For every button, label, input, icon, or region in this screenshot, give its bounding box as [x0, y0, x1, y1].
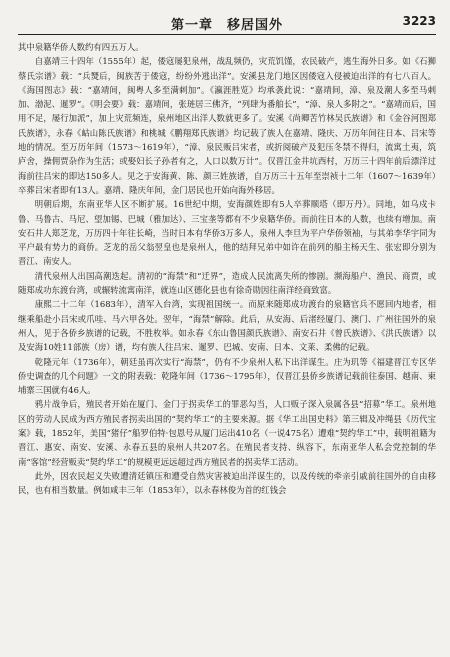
paragraph: 乾隆元年（1736年），朝廷虽再次实行“海禁”，仍有不少泉州人私下出洋谋生。庄为玑等《福建晋江专区华侨史调查的几个问题》一文的附表载：乾隆年间（1736～1795年），仅晋江县侨乡族谱记载前往泰国、越南、柬埔寨三国就有46人。 — [18, 356, 436, 396]
page-number: 3223 — [402, 14, 436, 28]
chapter-title: 第一章 移居国外 — [170, 18, 283, 33]
paragraph: 此外，因农民起义失败遭清廷镇压和遭受自然灾害被迫出洋谋生的，以及传统的牵亲引戚前往国外的自由移民，也有相当数量。例如咸丰三年（1853年），以永春林俊为首的红钱会 — [18, 470, 436, 496]
paragraph: 其中泉籍华侨人数约有四五万人。 — [18, 42, 144, 52]
body-text — [18, 40, 436, 653]
paragraph: 鸦片战争后，殖民者开始在厦门、金门于拐卖华工的罪恶勾当，人口贩子深入泉属各县“招募”华工。泉州地区的劳动人民成为西方殖民者拐卖出国的“契约华工”的主要来源。据《华工出国史料》第三辑及冲绳县《历代宝案》载，1852年，美国“猪仔”船罗伯特·包恩号从厦门运出410名（一说475名）遭难“契约华工”中，载明祖籍为晋江、惠安、南安、安溪、永春五县的泉州人共207名。在殖民者支持、纵容下，东南亚华人私会党控制的华南“客馆”经营贩卖“契约华工”的规模更远远超过西方殖民者的拐卖华工活动。 — [18, 399, 436, 467]
running-header — [18, 6, 436, 35]
paragraph: 自嘉靖三十四年（1555年）起，倭寇屡犯泉州，战乱频仍，灾荒饥馑，农民破产，逃生海外日多。如《石狮蔡氏宗谱》载：“兵燹后，闽族苦于倭寇，纷纷外逃出洋”。安溪县龙门地区因倭寇入侵被迫出洋的有七八百人。《海国图志》载：“嘉靖间，闽粤人多至满剌加”。《瀛涯胜览》均承袭此说：“嘉靖间，漳、泉及潮人多至马剌加、渤泥、暹罗”。《明会要》载：嘉靖间，张琏居三佛齐，“列肆为番舶长”，“漳、泉人多附之”。“嘉靖而后，国用不足，屡行加派”，加上灾荒频连，泉州地区出洋人数就更多了。安溪《尚卿苦竹林吴氏族谱》和《金谷河图郑氏族谱》，永春《岵山陈氏族谱》和桃城《鹏翔郑氏族谱》均记载了族人在嘉靖、隆庆、万历年间往日本、吕宋等地的情况。至万历年间（1573～1619年），“漳、泉民贩吕宋者，或折阅破产及犯压冬禁不得归，流寓土夷，筑庐舍，操佣贾杂作为生活；或娶妇长子孙者有之，人口以数万计”。仅晋江金井坑西村，万历三十四年前后漂洋过海前往吕宋的即达150多人。见之于安海黄、陈、颜三姓族谱，自万历三十五年至崇祯十二年（1607～1639年）卒葬吕宋者即有13人。嘉靖、隆庆年间，金门居民也开始向海外移居。 — [18, 56, 436, 195]
paragraph: 康熙二十二年（1683年），清军入台湾，实现祖国统一。而原来随郑成功渡台的泉籍官兵不愿回内地者，相继乘船赴小吕宋或爪哇、马六甲各处。翌年，“海禁”解除。此后，从安海、后渚经厦门、澳门、广州往国外的泉州人，见于各侨乡族谱的记载，不胜枚举。如永春《东山鲁国颜氏族谱》、南安石井《曾氏族谱》、《洪氏族谱》以及安海10姓11部族（房）谱，均有族人往吕宋、暹罗、巴城、安南、日本、文莱、柔佛的记载。 — [18, 299, 436, 353]
paragraph: 明朝后期，东南亚华人区不断扩展。16世纪中期，安海颜姓即有5人卒葬顺塔（即万丹）。同地，如乌戍卡鲁、马鲁古、马尼、望加锡、巴城（雅加达）、三宝垄等都有不少泉籍华侨。而前往日本的人数，也续有增加。南安石井人郑芝龙，万历四十年往长崎，当时日本有华侨3万多人，泉州人李旦为平户华侨领袖，与其弟李华宇同为平户最有势力的商侨。芝龙的岳父翁翌皇也是泉州人，他的结拜兄弟中如许在前列的船主杨天生、张宏即分别为晋江、南安人。 — [18, 199, 436, 267]
paragraph: 清代泉州人出国高潮迭起。清初的“海禁”和“迁界”，造成人民流离失所的惨剧。濒海船户、渔民、商贾，或随郑成功东渡台湾，或辗转流寓南洋，就连山区德化县也有徐奇勋因往南洋经商致富。 — [18, 270, 436, 296]
